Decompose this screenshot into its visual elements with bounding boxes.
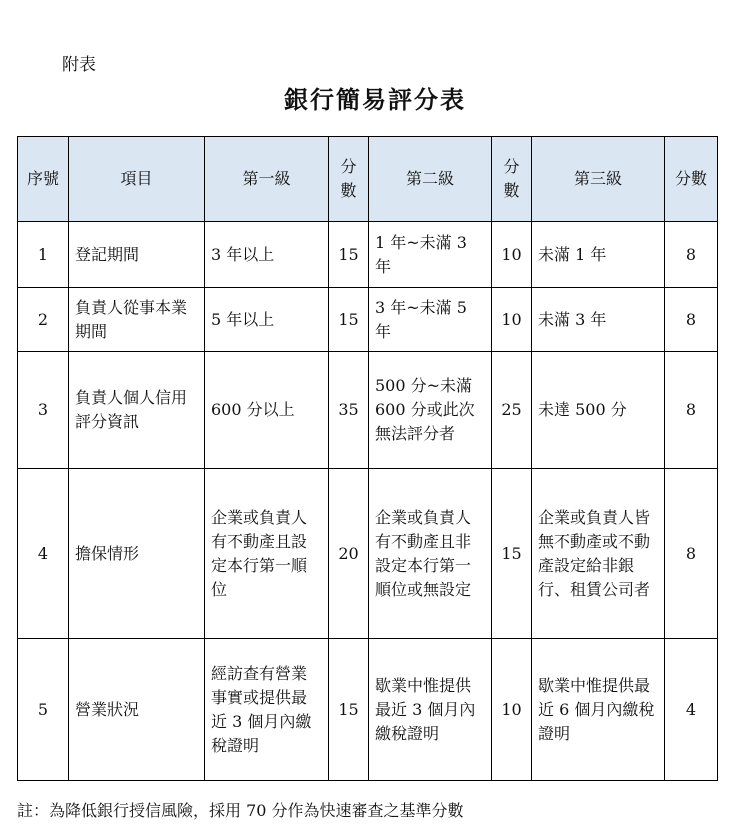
score2-cell: 10 bbox=[492, 288, 532, 352]
header-level1: 第一級 bbox=[205, 137, 329, 222]
table-row bbox=[18, 469, 718, 639]
level1-cell: 3 年以上 bbox=[205, 222, 329, 288]
score3-cell: 8 bbox=[665, 222, 718, 288]
seq-cell: 5 bbox=[18, 639, 69, 781]
seq-cell: 3 bbox=[18, 352, 69, 469]
header-seq: 序號 bbox=[18, 137, 69, 222]
header-level3: 第三級 bbox=[532, 137, 665, 222]
item-cell: 負責人從事本業期間 bbox=[69, 288, 205, 352]
score3-cell: 8 bbox=[665, 352, 718, 469]
header-row bbox=[18, 137, 718, 222]
level3-cell: 未滿 3 年 bbox=[532, 288, 665, 352]
score2-cell: 15 bbox=[492, 469, 532, 639]
score1-cell: 20 bbox=[329, 469, 369, 639]
level1-cell: 600 分以上 bbox=[205, 352, 329, 469]
score2-cell: 10 bbox=[492, 222, 532, 288]
score2-cell: 25 bbox=[492, 352, 532, 469]
level3-cell: 企業或負責人皆無不動產或不動產設定給非銀行、租賃公司者 bbox=[532, 469, 665, 639]
score1-cell: 15 bbox=[329, 288, 369, 352]
table-row bbox=[18, 352, 718, 469]
item-cell: 登記期間 bbox=[69, 222, 205, 288]
footnote: 註：為降低銀行授信風險，採用 70 分作為快速審查之基準分數 bbox=[17, 801, 464, 820]
level1-cell: 5 年以上 bbox=[205, 288, 329, 352]
page-title: 銀行簡易評分表 bbox=[284, 85, 466, 114]
header-score1: 分數 bbox=[329, 137, 369, 222]
item-cell: 擔保情形 bbox=[69, 469, 205, 639]
level2-cell: 3 年~未滿 5 年 bbox=[369, 288, 492, 352]
level3-cell: 歇業中惟提供最近 6 個月內繳稅證明 bbox=[532, 639, 665, 781]
level2-cell: 1 年~未滿 3 年 bbox=[369, 222, 492, 288]
item-cell: 營業狀況 bbox=[69, 639, 205, 781]
table-row bbox=[18, 639, 718, 781]
score3-cell: 4 bbox=[665, 639, 718, 781]
level1-cell: 經訪查有營業事實或提供最近 3 個月內繳稅證明 bbox=[205, 639, 329, 781]
level1-cell: 企業或負責人有不動產且設定本行第一順位 bbox=[205, 469, 329, 639]
appendix-label: 附表 bbox=[62, 55, 96, 75]
level3-cell: 未滿 1 年 bbox=[532, 222, 665, 288]
score1-cell: 15 bbox=[329, 639, 369, 781]
score3-cell: 8 bbox=[665, 469, 718, 639]
header-item: 項目 bbox=[69, 137, 205, 222]
score2-cell: 10 bbox=[492, 639, 532, 781]
level2-cell: 企業或負責人有不動產且非設定本行第一順位或無設定 bbox=[369, 469, 492, 639]
header-level2: 第二級 bbox=[369, 137, 492, 222]
level2-cell: 500 分~未滿 600 分或此次無法評分者 bbox=[369, 352, 492, 469]
table-row bbox=[18, 222, 718, 288]
score1-cell: 35 bbox=[329, 352, 369, 469]
scoring-table bbox=[17, 136, 718, 781]
seq-cell: 1 bbox=[18, 222, 69, 288]
table-row bbox=[18, 288, 718, 352]
score1-cell: 15 bbox=[329, 222, 369, 288]
seq-cell: 2 bbox=[18, 288, 69, 352]
header-score2: 分數 bbox=[492, 137, 532, 222]
item-cell: 負責人個人信用評分資訊 bbox=[69, 352, 205, 469]
seq-cell: 4 bbox=[18, 469, 69, 639]
header-score3: 分數 bbox=[665, 137, 718, 222]
score3-cell: 8 bbox=[665, 288, 718, 352]
level2-cell: 歇業中惟提供最近 3 個月內繳稅證明 bbox=[369, 639, 492, 781]
level3-cell: 未達 500 分 bbox=[532, 352, 665, 469]
